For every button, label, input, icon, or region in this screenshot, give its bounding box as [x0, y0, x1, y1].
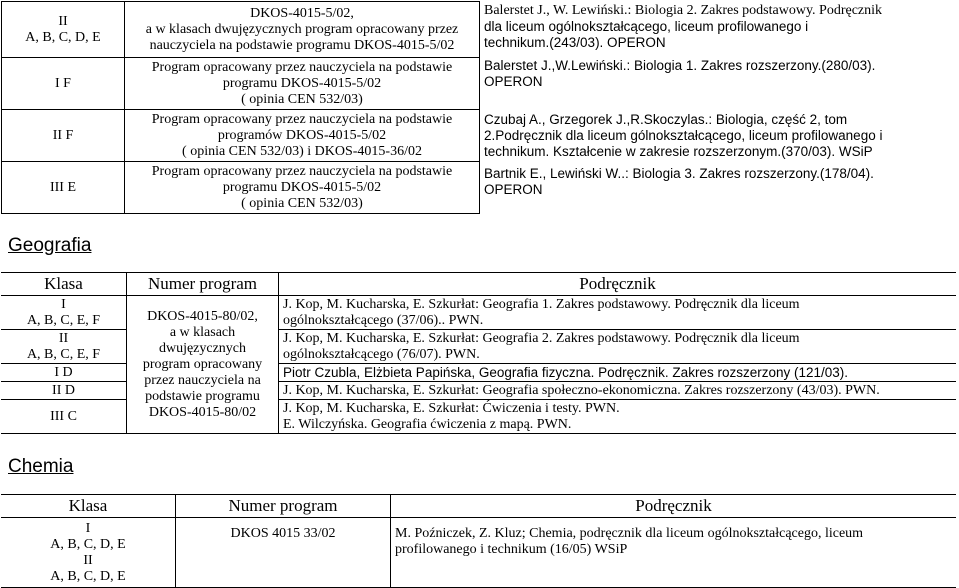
program-cell: DKOS-4015-80/02, a w klasach dwujęzycznych program opracowany przez nauczyciela na podstawie programu DKOS-4015-80/02	[127, 296, 279, 434]
program-cell: DKOS-4015-5/02, a w klasach dwujęzycznych program opracowany przez nauczyciela na podstawie programu DKOS-4015-5/02	[125, 2, 480, 58]
class-cell: I A, B, C, D, E II A, B, C, D, E	[1, 518, 176, 588]
book-cell: J. Kop, M. Kucharska, E. Szkurłat: Geografia 2. Zakres podstawowy. Podręcznik dla liceum ogólnokształcącego (76/07). PWN.	[279, 330, 957, 364]
chemia-heading: Chemia	[8, 456, 74, 477]
header-klasa: Klasa	[1, 495, 176, 518]
geografia-heading: Geografia	[8, 235, 92, 256]
header-podrecznik: Podręcznik	[391, 495, 957, 518]
class-cell: II F	[2, 110, 125, 162]
class-cell: I A, B, C, E, F	[1, 296, 127, 330]
header-podrecznik: Podręcznik	[279, 273, 957, 296]
class-cell: I F	[2, 58, 125, 110]
program-cell: DKOS 4015 33/02	[176, 518, 391, 588]
class-cell: II D	[1, 382, 127, 400]
class-cell: II A, B, C, D, E	[2, 2, 125, 58]
book-cell: M. Poźniczek, Z. Kluz; Chemia, podręcznik dla liceum ogólnokształcącego, liceum profilowanego i technikum (16/05) WSiP	[391, 518, 957, 588]
book-cell: Piotr Czubla, Elżbieta Papińska, Geografia fizyczna. Podręcznik. Zakres rozszerzony (121/03).	[279, 364, 957, 382]
program-cell: Program opracowany przez nauczyciela na podstawie programów DKOS-4015-5/02 ( opinia CEN 532/03) i DKOS-4015-36/02	[125, 110, 480, 162]
book-cell: J. Kop, M. Kucharska, E. Szkurłat: Geografia 1. Zakres podstawowy. Podręcznik dla liceum ogólnokształcącego (37/06).. PWN.	[279, 296, 957, 330]
biology-books: Czubaj A., Grzegorek J.,R.Skoczylas.: Biologia, część 2, tom 2.Podręcznik dla liceum gólnokształcącego, liceum profilowanego i technikum. Kształcenie w zakresie rozszerzonym.(370/03). WSiP	[484, 112, 883, 159]
program-cell: Program opracowany przez nauczyciela na podstawie programu DKOS-4015-5/02 ( opinia CEN 532/03)	[125, 162, 480, 214]
chemia-table	[1, 494, 956, 588]
biology-books: Balerstet J., W. Lewiński.: Biologia 2. Zakres podstawowy. Podręcznik dla liceum ogólnokształcącego, liceum profilowanego i technikum.(243/03). OPERON	[484, 3, 883, 50]
biology-table	[1, 1, 480, 214]
header-klasa: Klasa	[1, 273, 127, 296]
biology-books: Balerstet J.,W.Lewiński.: Biologia 1. Zakres rozszerzony.(280/03). OPERON	[484, 58, 876, 89]
book-cell: J. Kop, M. Kucharska, E. Szkurłat: Ćwiczenia i testy. PWN. E. Wilczyńska. Geografia ćwiczenia z mapą. PWN.	[279, 400, 957, 434]
class-cell: II A, B, C, E, F	[1, 330, 127, 364]
geografia-table	[1, 272, 956, 434]
book-cell: J. Kop, M. Kucharska, E. Szkurłat: Geografia społeczno-ekonomiczna. Zakres rozszerzony (43/03). PWN.	[279, 382, 957, 400]
class-cell: III C	[1, 400, 127, 434]
class-cell: III E	[2, 162, 125, 214]
header-program: Numer program	[127, 273, 279, 296]
class-cell: I D	[1, 364, 127, 382]
header-program: Numer program	[176, 495, 391, 518]
program-cell: Program opracowany przez nauczyciela na podstawie programu DKOS-4015-5/02 ( opinia CEN 532/03)	[125, 58, 480, 110]
biology-books: Bartnik E., Lewiński W..: Biologia 3. Zakres rozszerzony.(178/04). OPERON	[484, 166, 874, 197]
